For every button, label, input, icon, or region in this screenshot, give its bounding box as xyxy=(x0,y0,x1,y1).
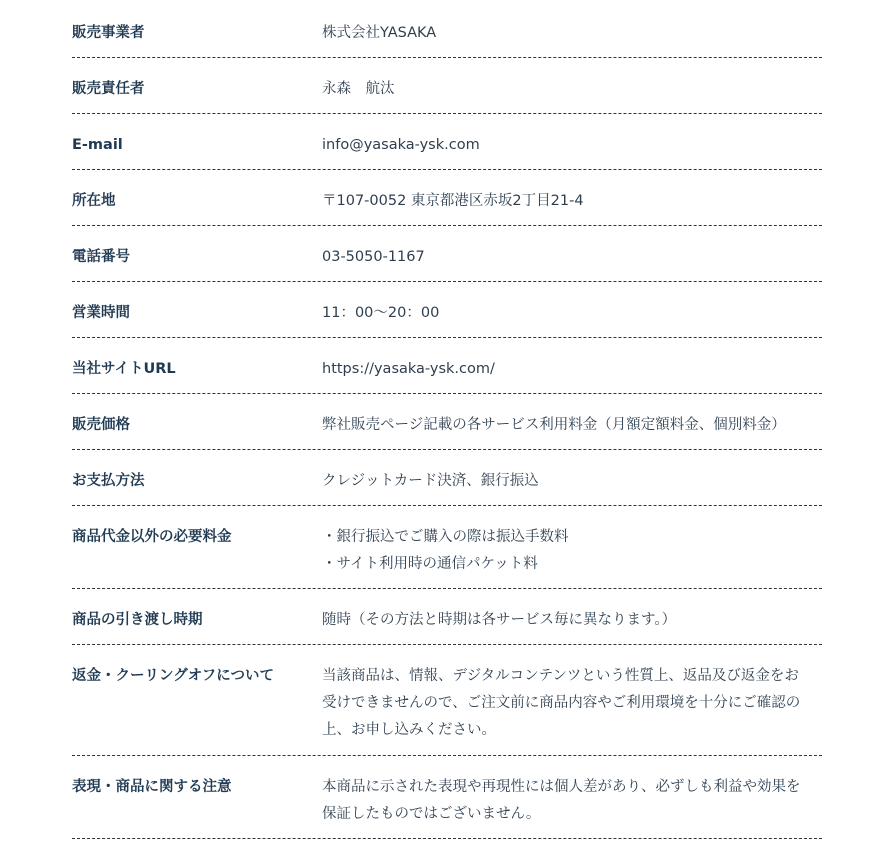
row-label: 所在地 xyxy=(72,193,116,209)
value-line: 上、お申し込みください。 xyxy=(322,722,496,738)
row-label: E-mail xyxy=(72,137,123,153)
row-label: 営業時間 xyxy=(72,305,130,321)
row-value xyxy=(322,244,822,266)
row-value xyxy=(322,412,822,434)
value-line: 本商品に示された表現や再現性には個人差があり、必ずしも利益や効果を xyxy=(322,779,801,795)
commerce-law-table xyxy=(72,2,822,839)
value-line: ・サイト利用時の通信パケット料 xyxy=(322,556,538,572)
table-row-address xyxy=(72,170,822,226)
row-label: 販売事業者 xyxy=(72,25,145,41)
value-line: 随時（その方法と時期は各サービス毎に異なります。） xyxy=(322,612,677,628)
row-label: 電話番号 xyxy=(72,249,130,265)
value-line: 当該商品は、情報、デジタルコンテンツという性質上、返品及び返金をお xyxy=(322,668,799,684)
table-row-email xyxy=(72,114,822,170)
table-row-price xyxy=(72,394,822,450)
table-row-payment xyxy=(72,450,822,506)
table-row-delivery xyxy=(72,589,822,645)
row-value xyxy=(322,188,822,210)
value-line: クレジットカード決済、銀行振込 xyxy=(322,473,539,489)
row-value xyxy=(322,774,822,823)
value-line: 〒107-0052 東京都港区赤坂2丁目21-4 xyxy=(322,193,584,209)
row-value xyxy=(322,300,822,322)
row-value xyxy=(322,524,822,573)
value-line: 永森 航汰 xyxy=(322,81,395,97)
row-value xyxy=(322,356,822,378)
row-value xyxy=(322,132,822,154)
row-label: お支払方法 xyxy=(72,473,145,489)
row-value xyxy=(322,468,822,490)
table-row-hours xyxy=(72,282,822,338)
table-row-refund xyxy=(72,645,822,756)
table-row-disclaimer xyxy=(72,756,822,839)
value-line: 11：00〜20：00 xyxy=(322,305,440,321)
value-line: 受けできませんので、ご注文前に商品内容やご利用環境を十分にご確認の xyxy=(322,695,801,711)
row-value xyxy=(322,76,822,98)
table-row-extra-fees xyxy=(72,506,822,589)
row-value xyxy=(322,663,822,740)
row-label: 販売価格 xyxy=(72,417,130,433)
email-text: info@yasaka-ysk.com xyxy=(322,137,480,153)
table-row-seller xyxy=(72,2,822,58)
row-value xyxy=(322,20,822,42)
row-label: 商品の引き渡し時期 xyxy=(72,612,203,628)
value-line: 弊社販売ページ記載の各サービス利用料金（月額定額料金、個別料金） xyxy=(322,417,786,433)
row-label: 当社サイトURL xyxy=(72,361,176,377)
row-label: 表現・商品に関する注意 xyxy=(72,779,232,795)
value-line: ・銀行振込でご購入の際は振込手数料 xyxy=(322,529,569,545)
table-row-site-url xyxy=(72,338,822,394)
row-label: 商品代金以外の必要料金 xyxy=(72,529,232,545)
value-line: 03-5050-1167 xyxy=(322,249,425,265)
table-row-manager xyxy=(72,58,822,114)
row-label: 返金・クーリングオフについて xyxy=(72,668,274,684)
value-line: 保証したものではございません。 xyxy=(322,806,541,822)
url-text: https://yasaka-ysk.com/ xyxy=(322,361,495,377)
value-line: 株式会社YASAKA xyxy=(322,25,437,41)
row-label: 販売責任者 xyxy=(72,81,145,97)
table-row-phone xyxy=(72,226,822,282)
row-value xyxy=(322,607,822,629)
